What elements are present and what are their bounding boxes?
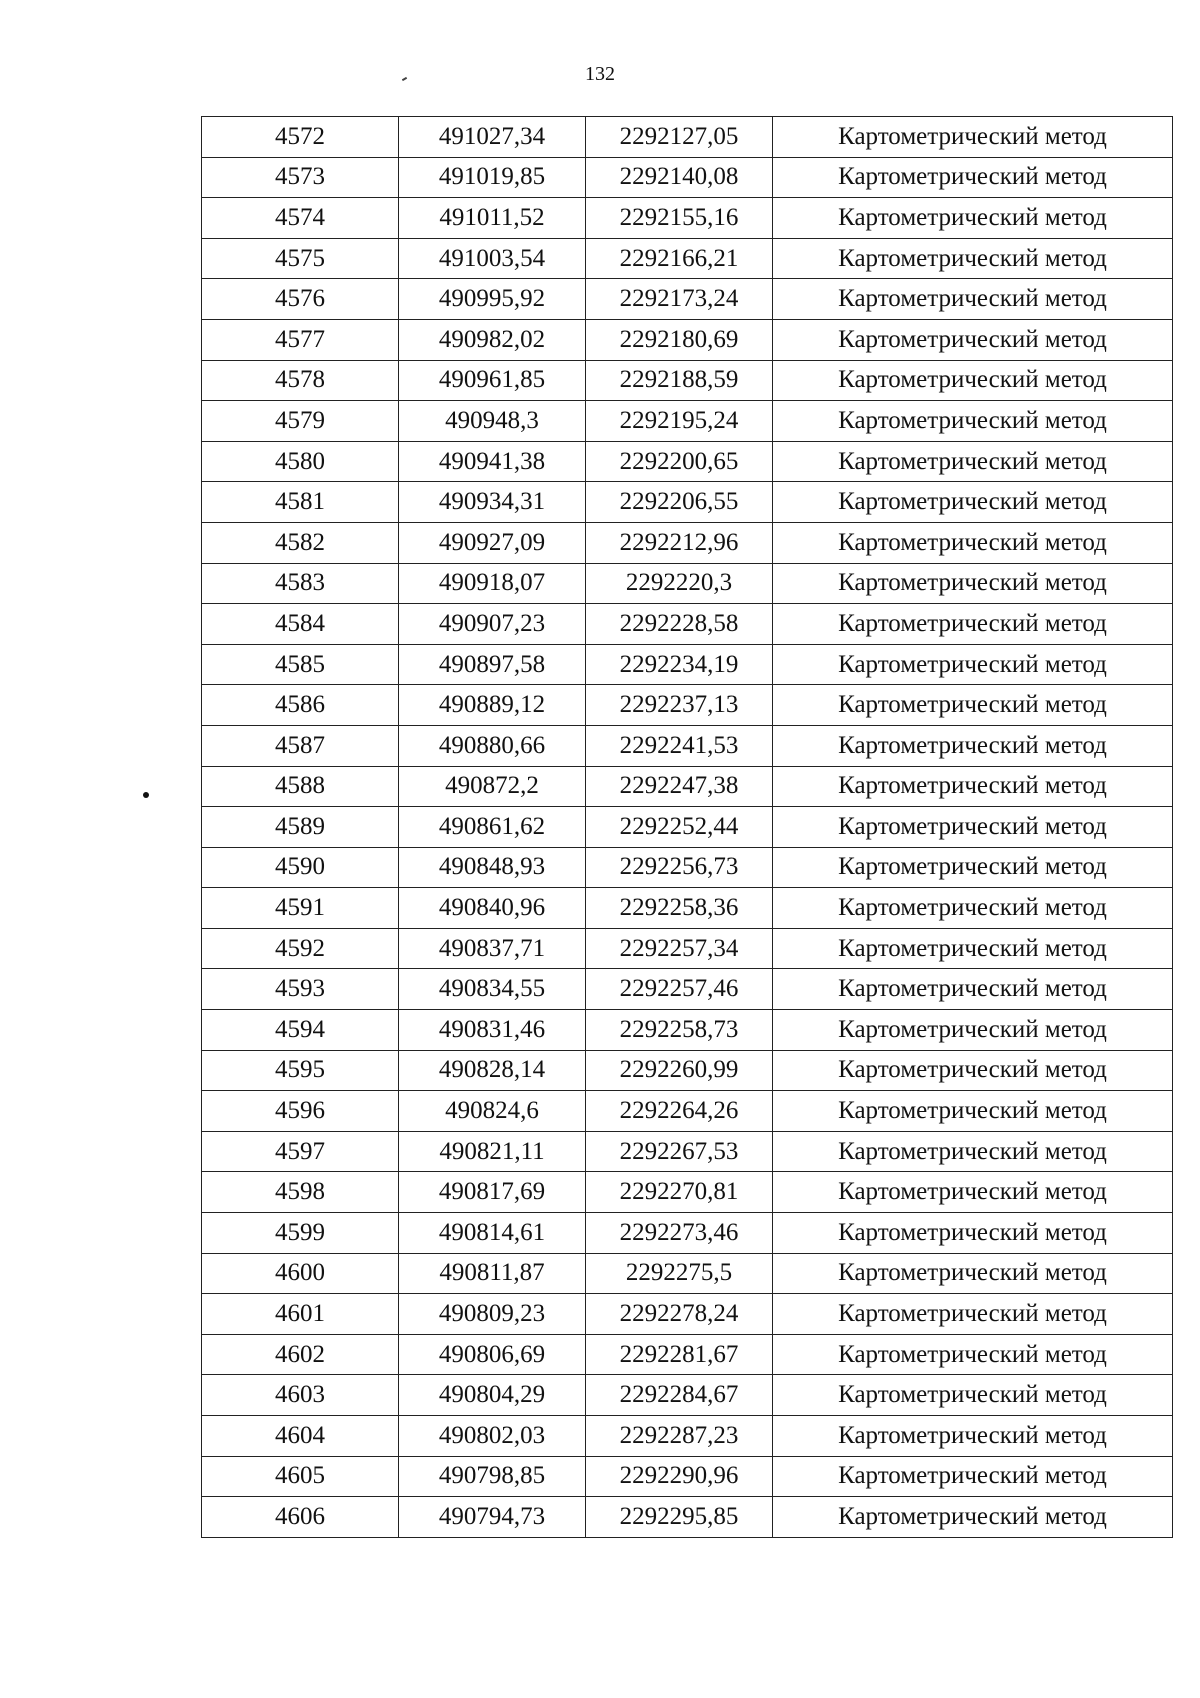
x-coordinate-cell: 490821,11 — [399, 1131, 586, 1172]
x-coordinate-cell: 491003,54 — [399, 238, 586, 279]
point-number-cell: 4572 — [202, 117, 399, 158]
x-coordinate-cell: 490837,71 — [399, 928, 586, 969]
point-number-cell: 4597 — [202, 1131, 399, 1172]
method-cell: Картометрический метод — [773, 644, 1173, 685]
x-coordinate-cell: 490880,66 — [399, 725, 586, 766]
table-row — [202, 157, 1173, 198]
table-row — [202, 847, 1173, 888]
method-cell: Картометрический метод — [773, 766, 1173, 807]
y-coordinate-cell: 2292195,24 — [586, 401, 773, 442]
x-coordinate-cell: 490995,92 — [399, 279, 586, 320]
method-cell: Картометрический метод — [773, 807, 1173, 848]
y-coordinate-cell: 2292206,55 — [586, 482, 773, 523]
x-coordinate-cell: 490811,87 — [399, 1253, 586, 1294]
point-number-cell: 4577 — [202, 319, 399, 360]
method-cell: Картометрический метод — [773, 1131, 1173, 1172]
table-row — [202, 1050, 1173, 1091]
table-row — [202, 888, 1173, 929]
method-cell: Картометрический метод — [773, 928, 1173, 969]
x-coordinate-cell: 490897,58 — [399, 644, 586, 685]
table-row — [202, 928, 1173, 969]
x-coordinate-cell: 490806,69 — [399, 1334, 586, 1375]
x-coordinate-cell: 490834,55 — [399, 969, 586, 1010]
table-row — [202, 1334, 1173, 1375]
x-coordinate-cell: 490804,29 — [399, 1375, 586, 1416]
method-cell: Картометрический метод — [773, 482, 1173, 523]
method-cell: Картометрический метод — [773, 401, 1173, 442]
method-cell: Картометрический метод — [773, 604, 1173, 645]
x-coordinate-cell: 490809,23 — [399, 1294, 586, 1335]
y-coordinate-cell: 2292273,46 — [586, 1213, 773, 1254]
y-coordinate-cell: 2292287,23 — [586, 1416, 773, 1457]
y-coordinate-cell: 2292247,38 — [586, 766, 773, 807]
method-cell: Картометрический метод — [773, 685, 1173, 726]
y-coordinate-cell: 2292155,16 — [586, 198, 773, 239]
x-coordinate-cell: 490831,46 — [399, 1010, 586, 1051]
y-coordinate-cell: 2292237,13 — [586, 685, 773, 726]
method-cell: Картометрический метод — [773, 1010, 1173, 1051]
point-number-cell: 4603 — [202, 1375, 399, 1416]
point-number-cell: 4595 — [202, 1050, 399, 1091]
table-row — [202, 279, 1173, 320]
table-row — [202, 1172, 1173, 1213]
table-row — [202, 969, 1173, 1010]
table-row — [202, 725, 1173, 766]
x-coordinate-cell: 490824,6 — [399, 1091, 586, 1132]
x-coordinate-cell: 490798,85 — [399, 1456, 586, 1497]
table-row — [202, 360, 1173, 401]
method-cell: Картометрический метод — [773, 1456, 1173, 1497]
method-cell: Картометрический метод — [773, 319, 1173, 360]
table-row — [202, 1497, 1173, 1538]
y-coordinate-cell: 2292252,44 — [586, 807, 773, 848]
y-coordinate-cell: 2292188,59 — [586, 360, 773, 401]
point-number-cell: 4599 — [202, 1213, 399, 1254]
method-cell: Картометрический метод — [773, 1416, 1173, 1457]
y-coordinate-cell: 2292257,46 — [586, 969, 773, 1010]
y-coordinate-cell: 2292284,67 — [586, 1375, 773, 1416]
method-cell: Картометрический метод — [773, 198, 1173, 239]
x-coordinate-cell: 490982,02 — [399, 319, 586, 360]
x-coordinate-cell: 490848,93 — [399, 847, 586, 888]
point-number-cell: 4594 — [202, 1010, 399, 1051]
y-coordinate-cell: 2292275,5 — [586, 1253, 773, 1294]
table-row — [202, 1375, 1173, 1416]
y-coordinate-cell: 2292258,73 — [586, 1010, 773, 1051]
point-number-cell: 4601 — [202, 1294, 399, 1335]
point-number-cell: 4573 — [202, 157, 399, 198]
point-number-cell: 4604 — [202, 1416, 399, 1457]
point-number-cell: 4605 — [202, 1456, 399, 1497]
coordinates-table-body — [202, 117, 1173, 1538]
x-coordinate-cell: 490934,31 — [399, 482, 586, 523]
method-cell: Картометрический метод — [773, 969, 1173, 1010]
y-coordinate-cell: 2292220,3 — [586, 563, 773, 604]
point-number-cell: 4584 — [202, 604, 399, 645]
method-cell: Картометрический метод — [773, 847, 1173, 888]
method-cell: Картометрический метод — [773, 238, 1173, 279]
table-row — [202, 1416, 1173, 1457]
y-coordinate-cell: 2292228,58 — [586, 604, 773, 645]
method-cell: Картометрический метод — [773, 1213, 1173, 1254]
x-coordinate-cell: 491027,34 — [399, 117, 586, 158]
method-cell: Картометрический метод — [773, 1497, 1173, 1538]
y-coordinate-cell: 2292264,26 — [586, 1091, 773, 1132]
y-coordinate-cell: 2292140,08 — [586, 157, 773, 198]
table-row — [202, 644, 1173, 685]
table-row — [202, 766, 1173, 807]
point-number-cell: 4591 — [202, 888, 399, 929]
point-number-cell: 4598 — [202, 1172, 399, 1213]
y-coordinate-cell: 2292200,65 — [586, 441, 773, 482]
table-row — [202, 807, 1173, 848]
method-cell: Картометрический метод — [773, 725, 1173, 766]
x-coordinate-cell: 490817,69 — [399, 1172, 586, 1213]
method-cell: Картометрический метод — [773, 1172, 1173, 1213]
x-coordinate-cell: 490961,85 — [399, 360, 586, 401]
point-number-cell: 4585 — [202, 644, 399, 685]
table-row — [202, 1091, 1173, 1132]
y-coordinate-cell: 2292270,81 — [586, 1172, 773, 1213]
x-coordinate-cell: 490941,38 — [399, 441, 586, 482]
method-cell: Картометрический метод — [773, 1050, 1173, 1091]
x-coordinate-cell: 490828,14 — [399, 1050, 586, 1091]
x-coordinate-cell: 491011,52 — [399, 198, 586, 239]
point-number-cell: 4576 — [202, 279, 399, 320]
method-cell: Картометрический метод — [773, 1253, 1173, 1294]
method-cell: Картометрический метод — [773, 1334, 1173, 1375]
y-coordinate-cell: 2292260,99 — [586, 1050, 773, 1091]
method-cell: Картометрический метод — [773, 1294, 1173, 1335]
method-cell: Картометрический метод — [773, 117, 1173, 158]
point-number-cell: 4575 — [202, 238, 399, 279]
point-number-cell: 4592 — [202, 928, 399, 969]
method-cell: Картометрический метод — [773, 157, 1173, 198]
point-number-cell: 4578 — [202, 360, 399, 401]
y-coordinate-cell: 2292258,36 — [586, 888, 773, 929]
table-row — [202, 604, 1173, 645]
point-number-cell: 4590 — [202, 847, 399, 888]
x-coordinate-cell: 490840,96 — [399, 888, 586, 929]
table-row — [202, 198, 1173, 239]
x-coordinate-cell: 490794,73 — [399, 1497, 586, 1538]
method-cell: Картометрический метод — [773, 888, 1173, 929]
table-row — [202, 117, 1173, 158]
method-cell: Картометрический метод — [773, 1375, 1173, 1416]
point-number-cell: 4588 — [202, 766, 399, 807]
y-coordinate-cell: 2292290,96 — [586, 1456, 773, 1497]
point-number-cell: 4600 — [202, 1253, 399, 1294]
y-coordinate-cell: 2292127,05 — [586, 117, 773, 158]
table-row — [202, 482, 1173, 523]
point-number-cell: 4586 — [202, 685, 399, 726]
point-number-cell: 4583 — [202, 563, 399, 604]
table-row — [202, 1294, 1173, 1335]
point-number-cell: 4582 — [202, 522, 399, 563]
table-row — [202, 1010, 1173, 1051]
method-cell: Картометрический метод — [773, 563, 1173, 604]
point-number-cell: 4602 — [202, 1334, 399, 1375]
table-row — [202, 685, 1173, 726]
point-number-cell: 4593 — [202, 969, 399, 1010]
y-coordinate-cell: 2292295,85 — [586, 1497, 773, 1538]
method-cell: Картометрический метод — [773, 1091, 1173, 1132]
table-row — [202, 1456, 1173, 1497]
x-coordinate-cell: 490872,2 — [399, 766, 586, 807]
point-number-cell: 4596 — [202, 1091, 399, 1132]
table-row — [202, 522, 1173, 563]
point-number-cell: 4589 — [202, 807, 399, 848]
y-coordinate-cell: 2292234,19 — [586, 644, 773, 685]
table-row — [202, 1253, 1173, 1294]
y-coordinate-cell: 2292180,69 — [586, 319, 773, 360]
x-coordinate-cell: 490889,12 — [399, 685, 586, 726]
table-row — [202, 441, 1173, 482]
table-row — [202, 319, 1173, 360]
point-number-cell: 4587 — [202, 725, 399, 766]
x-coordinate-cell: 490907,23 — [399, 604, 586, 645]
x-coordinate-cell: 490802,03 — [399, 1416, 586, 1457]
x-coordinate-cell: 490814,61 — [399, 1213, 586, 1254]
table-row — [202, 1213, 1173, 1254]
y-coordinate-cell: 2292166,21 — [586, 238, 773, 279]
page-number: 132 — [585, 63, 615, 85]
method-cell: Картометрический метод — [773, 360, 1173, 401]
x-coordinate-cell: 490927,09 — [399, 522, 586, 563]
x-coordinate-cell: 490948,3 — [399, 401, 586, 442]
point-number-cell: 4606 — [202, 1497, 399, 1538]
y-coordinate-cell: 2292267,53 — [586, 1131, 773, 1172]
x-coordinate-cell: 490918,07 — [399, 563, 586, 604]
point-number-cell: 4579 — [202, 401, 399, 442]
method-cell: Картометрический метод — [773, 441, 1173, 482]
table-row — [202, 563, 1173, 604]
coordinates-table — [201, 116, 1173, 1538]
point-number-cell: 4580 — [202, 441, 399, 482]
y-coordinate-cell: 2292241,53 — [586, 725, 773, 766]
point-number-cell: 4574 — [202, 198, 399, 239]
table-row — [202, 238, 1173, 279]
table-row — [202, 1131, 1173, 1172]
scan-side-dot — [143, 792, 149, 798]
point-number-cell: 4581 — [202, 482, 399, 523]
y-coordinate-cell: 2292257,34 — [586, 928, 773, 969]
method-cell: Картометрический метод — [773, 522, 1173, 563]
y-coordinate-cell: 2292281,67 — [586, 1334, 773, 1375]
y-coordinate-cell: 2292256,73 — [586, 847, 773, 888]
method-cell: Картометрический метод — [773, 279, 1173, 320]
x-coordinate-cell: 490861,62 — [399, 807, 586, 848]
y-coordinate-cell: 2292212,96 — [586, 522, 773, 563]
x-coordinate-cell: 491019,85 — [399, 157, 586, 198]
y-coordinate-cell: 2292278,24 — [586, 1294, 773, 1335]
y-coordinate-cell: 2292173,24 — [586, 279, 773, 320]
table-row — [202, 401, 1173, 442]
